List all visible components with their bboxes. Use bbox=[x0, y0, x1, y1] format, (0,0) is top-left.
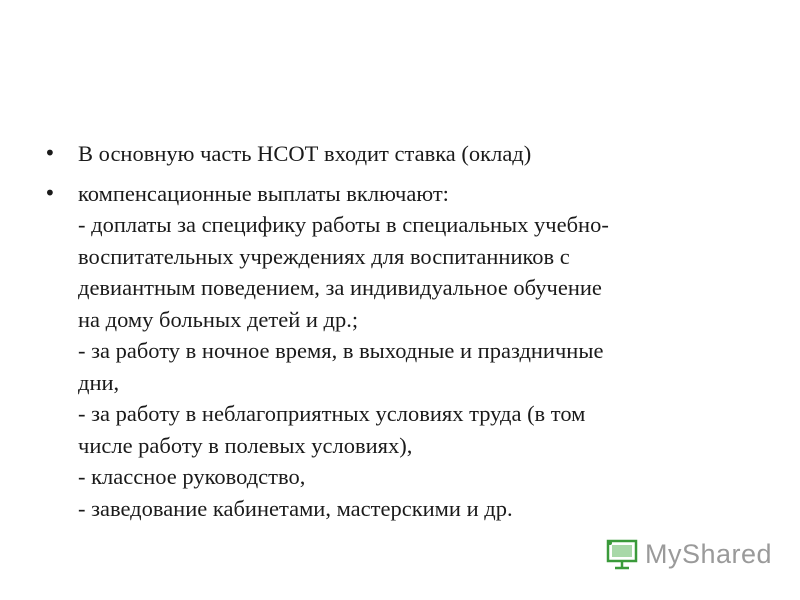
bullet-text-line: на дому больных детей и др.; bbox=[78, 306, 359, 332]
bullet-text-line: дни, bbox=[78, 369, 120, 395]
myshared-watermark bbox=[605, 537, 772, 571]
bullet-text-line: В основную часть НСОТ входит ставка (оклад) bbox=[78, 141, 532, 166]
bullet-text-line: воспитательных учреждениях для воспитанников с bbox=[78, 243, 570, 269]
watermark-text: MyShared bbox=[645, 538, 773, 569]
bullet-marker: • bbox=[44, 141, 56, 165]
bullet-text-line: - классное руководство, bbox=[78, 464, 306, 489]
bullet-item bbox=[44, 138, 734, 170]
bullet-text-line: девиантным поведением, за индивидуальное обучение bbox=[78, 275, 602, 300]
presentation-board-icon bbox=[605, 537, 639, 571]
bullet-text-line: - за работу в неблагоприятных условиях труда (в том bbox=[78, 401, 586, 426]
bullet-text-line: - за работу в ночное время, в выходные и праздничные bbox=[78, 338, 604, 363]
bullet-text-line: компенсационные выплаты включают: bbox=[78, 180, 449, 206]
bullet-list bbox=[44, 138, 734, 524]
bullet-marker: • bbox=[44, 180, 56, 205]
bullet-text-line: - заведование кабинетами, мастерскими и др. bbox=[78, 495, 513, 521]
bullet-item bbox=[44, 178, 734, 525]
bullet-text-line: - доплаты за специфику работы в специальных учебно- bbox=[78, 212, 609, 237]
bullet-text-line: числе работу в полевых условиях), bbox=[78, 432, 413, 458]
